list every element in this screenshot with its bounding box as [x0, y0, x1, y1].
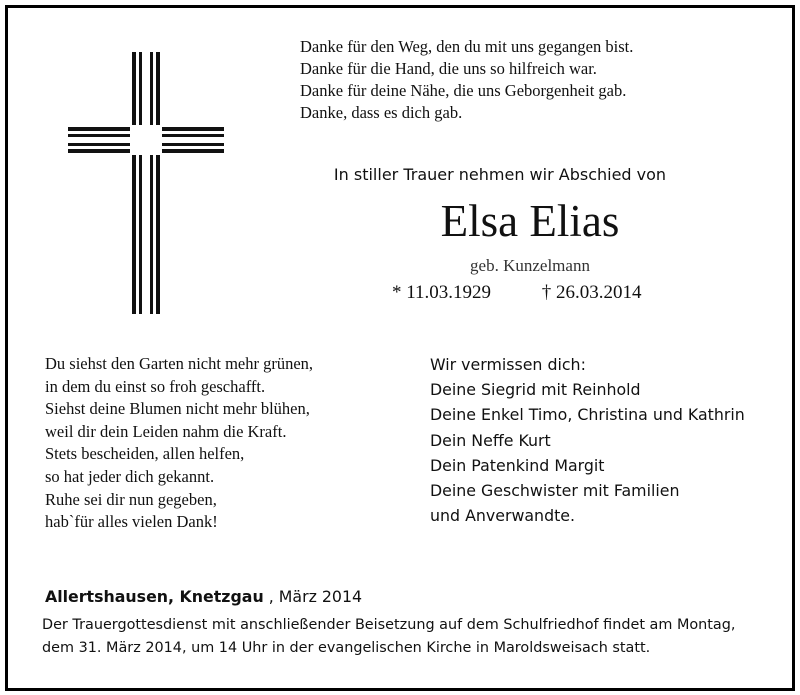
poem-left-line: Ruhe sei dir nun gegeben, — [45, 489, 217, 509]
deceased-name: Elsa Elias — [440, 196, 620, 246]
poem-left-line: in dem du einst so froh geschafft. — [45, 376, 266, 396]
cross-icon — [68, 52, 224, 314]
poem-left-line: Siehst deine Blumen nicht mehr blühen, — [45, 399, 310, 419]
poem-left-line: Du siehst den Garten nicht mehr grünen, — [45, 354, 314, 373]
poem-left-line: so hat jeder dich gekannt. — [45, 466, 215, 486]
family-line: Deine Geschwister mit Familien — [430, 481, 680, 501]
poem-left — [45, 353, 313, 534]
poem-top-line: Danke, dass es dich gab. — [300, 103, 463, 122]
intro-text: In stiller Trauer nehmen wir Abschied von — [333, 165, 667, 184]
service-info — [42, 614, 735, 660]
maiden-name: geb. Kunzelmann — [470, 256, 590, 275]
family-line: Dein Neffe Kurt — [430, 430, 551, 450]
family-line: und Anverwandte. — [430, 506, 576, 526]
family-line: Wir vermissen dich: — [430, 355, 586, 374]
poem-left-line: Stets bescheiden, allen helfen, — [45, 444, 245, 464]
poem-top-line: Danke für die Hand, die uns so hilfreich war. — [300, 59, 597, 78]
life-dates — [392, 282, 642, 304]
service-line: Der Trauergottesdienst mit anschließender Beisetzung auf dem Schulfriedhof findet am Montag, — [42, 617, 736, 633]
family-line: Deine Siegrid mit Reinhold — [430, 380, 641, 400]
poem-top — [300, 36, 633, 124]
poem-top-line: Danke für deine Nähe, die uns Geborgenheit gab. — [300, 81, 627, 100]
family-list — [430, 352, 745, 528]
birth-date: * 11.03.1929 — [392, 282, 492, 303]
poem-left-line: weil dir dein Leiden nahm die Kraft. — [45, 421, 287, 441]
poem-left-line: hab`für alles vielen Dank! — [45, 512, 218, 532]
family-line: Deine Enkel Timo, Christina und Kathrin — [430, 405, 745, 425]
death-date: † 26.03.2014 — [541, 282, 642, 303]
service-line: dem 31. März 2014, um 14 Uhr in der evangelischen Kirche in Maroldsweisach statt. — [42, 640, 651, 656]
family-line: Dein Patenkind Margit — [430, 455, 605, 475]
place-name: Allertshausen, Knetzgau — [45, 587, 264, 606]
place-date-line — [45, 587, 362, 606]
month-year: , März 2014 — [263, 587, 363, 606]
poem-top-line: Danke für den Weg, den du mit uns gegangen bist. — [300, 37, 634, 56]
